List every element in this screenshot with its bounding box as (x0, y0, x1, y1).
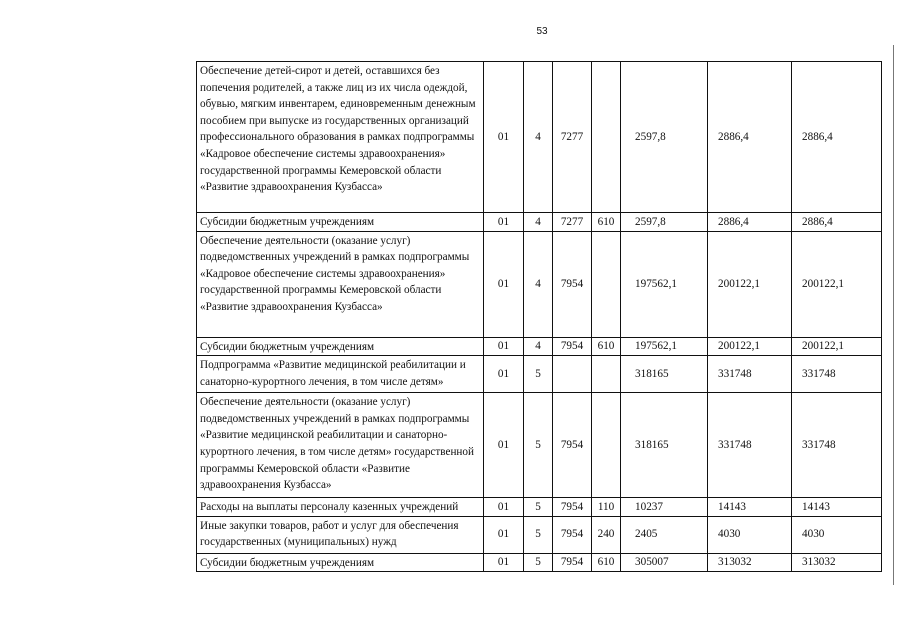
row-value-1: 10237 (621, 498, 708, 517)
row-value-3: 200122,1 (792, 337, 882, 356)
row-description: Обеспечение деятельности (оказание услуг) подведомственных учреждений в рамках подпрограммы «Кадровое обеспечение системы здравоохранения» государственной программы Кемеровской области «Развитие здравоохранения Кузбасса» (197, 231, 484, 337)
row-code (553, 356, 592, 393)
row-expense-type: 610 (592, 213, 621, 232)
row-section: 01 (484, 62, 524, 213)
row-expense-type: 110 (592, 498, 621, 517)
row-value-3: 200122,1 (792, 231, 882, 337)
row-expense-type: 240 (592, 516, 621, 553)
row-code: 7954 (553, 393, 592, 498)
table-row (197, 62, 882, 213)
row-value-2: 331748 (708, 393, 792, 498)
row-code: 7954 (553, 231, 592, 337)
row-subsection: 4 (524, 213, 553, 232)
row-value-3: 331748 (792, 356, 882, 393)
row-value-1: 197562,1 (621, 337, 708, 356)
row-subsection: 5 (524, 553, 553, 572)
table-row (197, 337, 882, 356)
table-row (197, 498, 882, 517)
row-value-3: 313032 (792, 553, 882, 572)
row-section: 01 (484, 516, 524, 553)
row-value-2: 313032 (708, 553, 792, 572)
row-description: Субсидии бюджетным учреждениям (197, 337, 484, 356)
row-expense-type (592, 231, 621, 337)
row-value-3: 331748 (792, 393, 882, 498)
row-code: 7954 (553, 337, 592, 356)
row-expense-type (592, 356, 621, 393)
row-description: Расходы на выплаты персоналу казенных учреждений (197, 498, 484, 517)
row-value-1: 2597,8 (621, 213, 708, 232)
row-subsection: 5 (524, 356, 553, 393)
row-section: 01 (484, 213, 524, 232)
row-description: Подпрограмма «Развитие медицинской реабилитации и санаторно-курортного лечения, в том числе детям» (197, 356, 484, 393)
row-expense-type (592, 393, 621, 498)
row-description: Обеспечение деятельности (оказание услуг) подведомственных учреждений в рамках подпрограммы «Развитие медицинской реабилитации и санаторно-курортного лечения, в том числе детям» государственной программы Кемеровской области «Развитие здравоохранения Кузбасса» (197, 393, 484, 498)
row-value-2: 2886,4 (708, 213, 792, 232)
row-value-3: 14143 (792, 498, 882, 517)
table-row (197, 213, 882, 232)
row-value-2: 2886,4 (708, 62, 792, 213)
row-subsection: 4 (524, 337, 553, 356)
row-section: 01 (484, 231, 524, 337)
row-description: Субсидии бюджетным учреждениям (197, 213, 484, 232)
row-value-1: 2405 (621, 516, 708, 553)
row-expense-type: 610 (592, 337, 621, 356)
table-row (197, 393, 882, 498)
row-section: 01 (484, 553, 524, 572)
row-value-2: 200122,1 (708, 231, 792, 337)
row-value-3: 2886,4 (792, 213, 882, 232)
row-description: Иные закупки товаров, работ и услуг для обеспечения государственных (муниципальных) нужд (197, 516, 484, 553)
row-code: 7954 (553, 553, 592, 572)
row-code: 7277 (553, 62, 592, 213)
row-value-2: 200122,1 (708, 337, 792, 356)
row-section: 01 (484, 393, 524, 498)
row-subsection: 5 (524, 393, 553, 498)
row-subsection: 5 (524, 516, 553, 553)
row-value-1: 305007 (621, 553, 708, 572)
row-section: 01 (484, 498, 524, 517)
row-subsection: 4 (524, 231, 553, 337)
table-row (197, 231, 882, 337)
row-value-1: 318165 (621, 356, 708, 393)
row-value-1: 197562,1 (621, 231, 708, 337)
table-row (197, 356, 882, 393)
row-description: Субсидии бюджетным учреждениям (197, 553, 484, 572)
row-code: 7954 (553, 516, 592, 553)
row-value-3: 4030 (792, 516, 882, 553)
row-value-1: 318165 (621, 393, 708, 498)
row-subsection: 4 (524, 62, 553, 213)
table-row (197, 516, 882, 553)
row-section: 01 (484, 337, 524, 356)
row-section: 01 (484, 356, 524, 393)
row-value-3: 2886,4 (792, 62, 882, 213)
row-value-2: 331748 (708, 356, 792, 393)
row-value-2: 14143 (708, 498, 792, 517)
row-code: 7954 (553, 498, 592, 517)
budget-table (196, 61, 882, 572)
row-value-2: 4030 (708, 516, 792, 553)
row-expense-type (592, 62, 621, 213)
row-subsection: 5 (524, 498, 553, 517)
table-row (197, 553, 882, 572)
page-edge-line (893, 45, 894, 585)
page-number: 53 (536, 26, 548, 37)
row-code: 7277 (553, 213, 592, 232)
row-expense-type: 610 (592, 553, 621, 572)
row-description: Обеспечение детей-сирот и детей, оставшихся без попечения родителей, а также лиц из их числа одеждой, обувью, мягким инвентарем, единовременным денежным пособием при выпуске из государственных организаций профессионального образования в рамках подпрограммы «Кадровое обеспечение системы здравоохранения» государственной программы Кемеровской области «Развитие здравоохранения Кузбасса» (197, 62, 484, 213)
row-value-1: 2597,8 (621, 62, 708, 213)
